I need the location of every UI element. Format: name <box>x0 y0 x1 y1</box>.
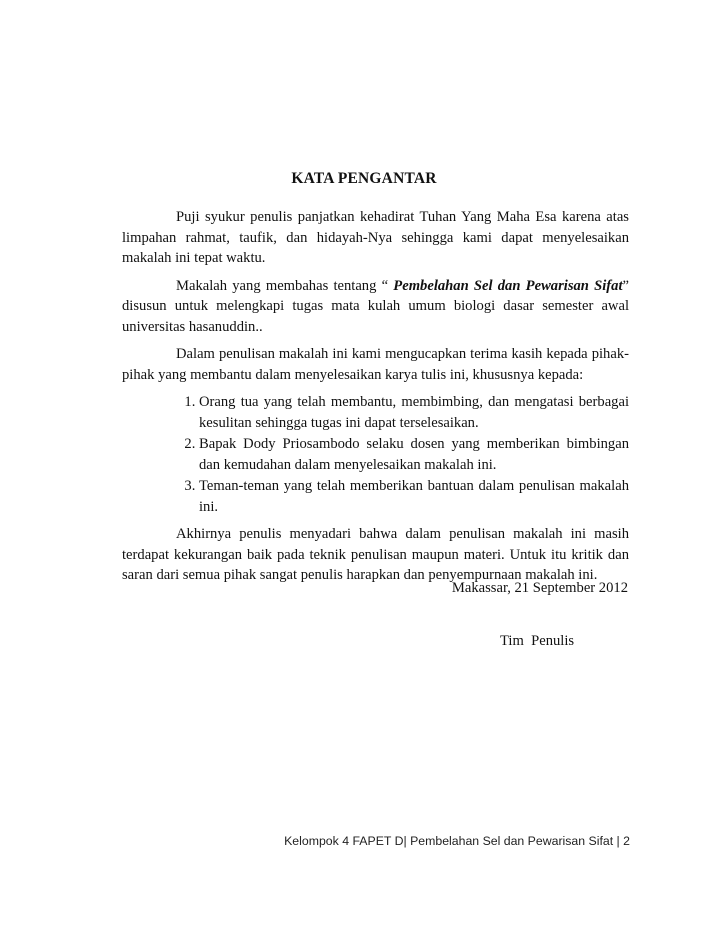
list-item: 1. Orang tua yang telah membantu, membimbing, dan mengatasi berbagai kesulitan sehingga tugas ini dapat terselesaikan. <box>199 392 629 433</box>
page-title: KATA PENGANTAR <box>291 170 437 187</box>
place-date: Makassar, 21 September 2012 <box>451 580 628 596</box>
paragraph-subject-before: Makalah yang membahas tentang “ <box>176 277 394 294</box>
paragraph-subject-title: Pembelahan Sel dan Pewarisan Sifat <box>393 277 623 294</box>
thanks-list <box>122 392 629 517</box>
paragraph-thanks: Dalam penulisan makalah ini kami mengucapkan terima kasih kepada pihak-pihak yang membantu dalam menyelesaikan karya tulis ini, khususnya kepada: <box>122 346 629 383</box>
paragraph-subject-after: ” disusun untuk melengkapi tugas mata kulah umum biologi dasar semester awal universitas hasanuddin.. <box>122 277 629 335</box>
paragraph-closing: Akhirnya penulis menyadari bahwa dalam penulisan makalah ini masih terdapat kekurangan baik pada teknik penulisan maupun materi. Untuk itu kritik dan saran dari semua pihak sangat penulis harapkan dan penyempurnaan makalah ini. <box>122 526 629 583</box>
document-body <box>122 207 629 593</box>
page-footer: Kelompok 4 FAPET D| Pembelahan Sel dan Pewarisan Sifat | 2 <box>284 834 630 848</box>
list-item: 2. Bapak Dody Priosambodo selaku dosen yang memberikan bimbingan dan kemudahan dalam menyelesaikan makalah ini. <box>199 434 629 475</box>
paragraph-opening: Puji syukur penulis panjatkan kehadirat Tuhan Yang Maha Esa karena atas limpahan rahmat, taufik, dan hidayah-Nya sehingga kami dapat menyelesaikan makalah ini tepat waktu. <box>122 209 629 266</box>
list-item: 3. Teman-teman yang telah memberikan bantuan dalam penulisan makalah ini. <box>199 476 629 517</box>
paragraph-subject <box>122 276 629 338</box>
signer: Tim Penulis <box>500 633 575 649</box>
